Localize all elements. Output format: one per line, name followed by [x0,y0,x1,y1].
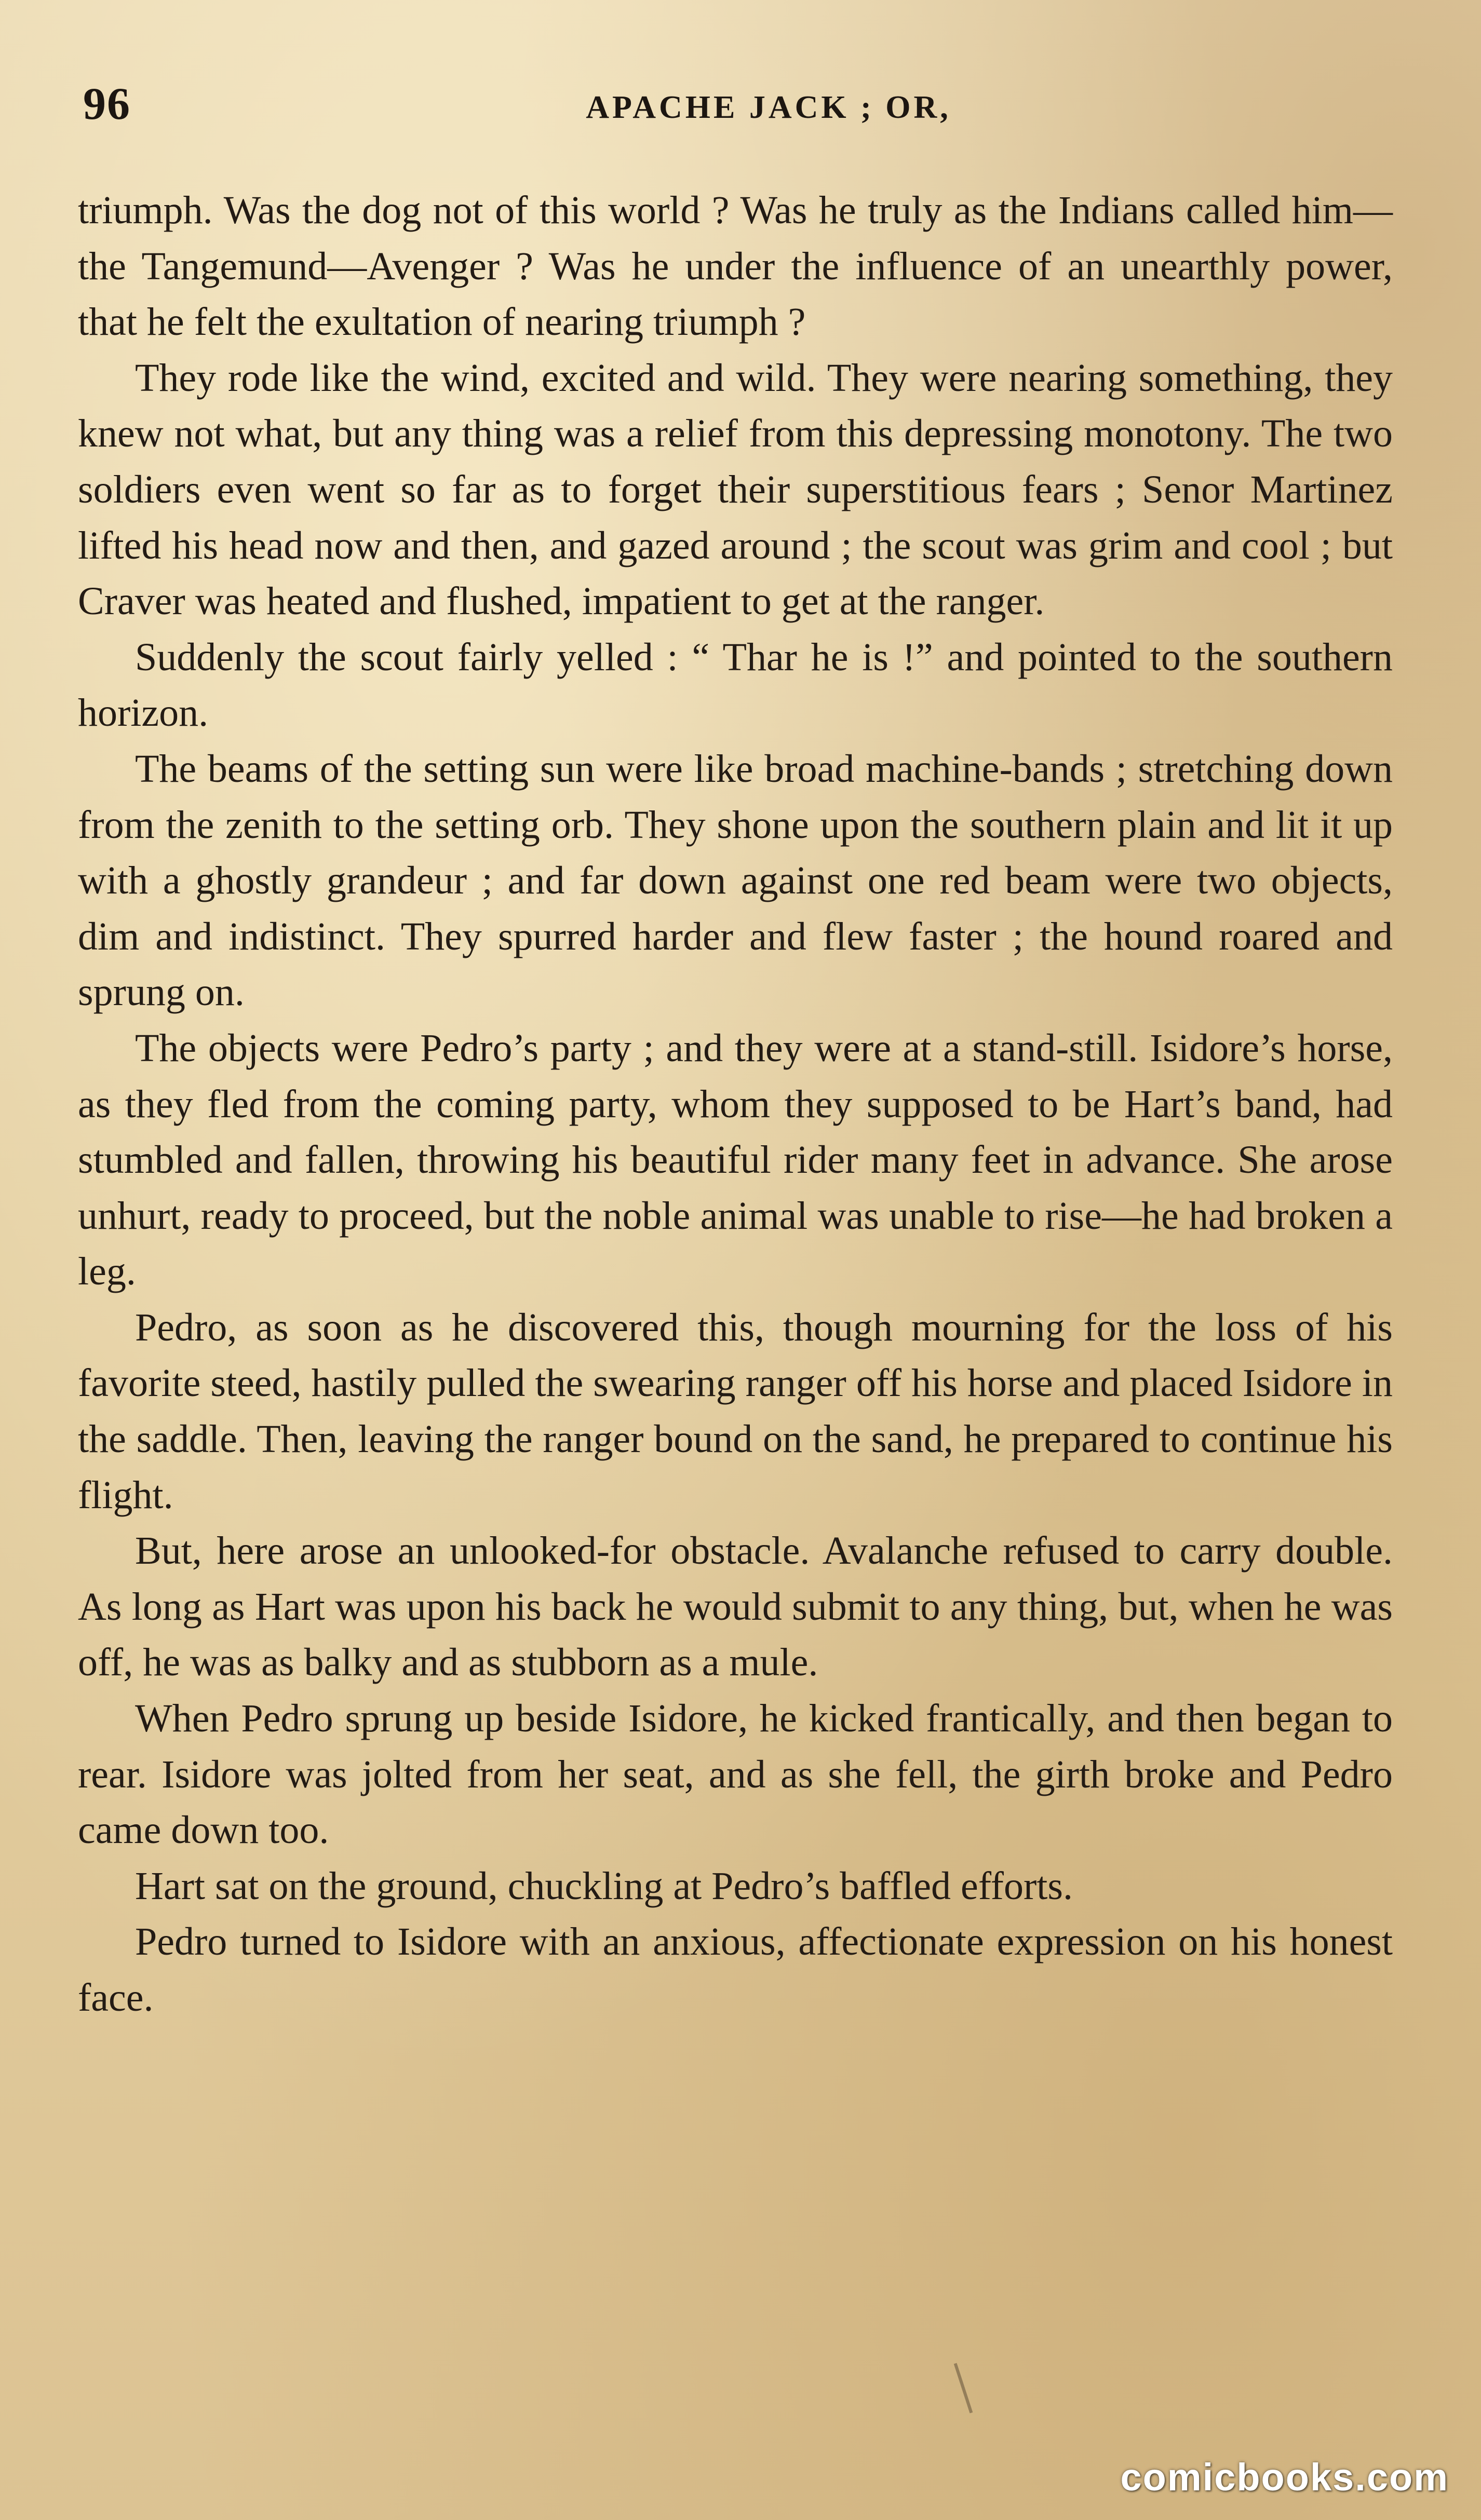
paragraph-2: They rode like the wind, excited and wild. They were nearing something, they knew not what, but any thing was a relief from this depressing monotony. The two soldiers even went so far as to forget their superstitious fears ; Senor Martinez lifted his head now and then, and gazed around ; the scout was grim and cool ; but Craver was heated and flushed, impatient to get at the ranger. [78,356,1393,624]
paragraph-9: Hart sat on the ground, chuckling at Pedro’s baffled efforts. [135,1864,1073,1908]
page-number: 96 [83,79,131,129]
paragraph-4: The beams of the setting sun were like broad machine-bands ; stretching down from the zenith to the setting orb. They shone upon the southern plain and lit it up with a ghostly grandeur ; and far down against one red beam were two objects, dim and indistinct. They spurred harder and flew faster ; the hound roared and sprung on. [78,747,1393,1014]
paragraph-3: Suddenly the scout fairly yelled : “ Thar he is !” and pointed to the southern horizon. [78,635,1393,735]
watermark: comicbooks.com [1120,2456,1449,2499]
paragraph-1: triumph. Was the dog not of this world ? Was he truly as the Indians called him—the Tangemund—Avenger ? Was he under the influence of an unearthly power, that he felt the exultation of nearing triumph ? [78,188,1393,344]
page-header [83,78,1392,135]
paragraph-5: The objects were Pedro’s party ; and they were at a stand-still. Isidore’s horse, as they fled from the coming party, whom they supposed to be Hart’s band, had stumbled and fallen, throwing his beautiful rider many feet in advance. She arose unhurt, ready to proceed, but the noble animal was unable to rise—he had broken a leg. [78,1026,1393,1294]
body-text [78,183,1393,2026]
paragraph-10: Pedro turned to Isidore with an anxious, affectionate expression on his honest face. [78,1920,1393,2020]
running-head: APACHE JACK ; OR, [586,90,951,125]
paragraph-6: Pedro, as soon as he discovered this, though mourning for the loss of his favorite steed, hastily pulled the swearing ranger off his horse and placed Isidore in the saddle. Then, leaving the ranger bound on the sand, he prepared to continue his flight. [78,1305,1393,1517]
paragraph-8: When Pedro sprung up beside Isidore, he kicked frantically, and then began to rear. Isidore was jolted from her seat, and as she fell, the girth broke and Pedro came down too. [78,1697,1393,1852]
ink-mark [954,2363,973,2414]
paragraph-7: But, here arose an unlooked-for obstacle. Avalanche refused to carry double. As long as Hart was upon his back he would submit to any thing, but, when he was off, he was as balky and as stubborn as a mule. [78,1529,1393,1685]
